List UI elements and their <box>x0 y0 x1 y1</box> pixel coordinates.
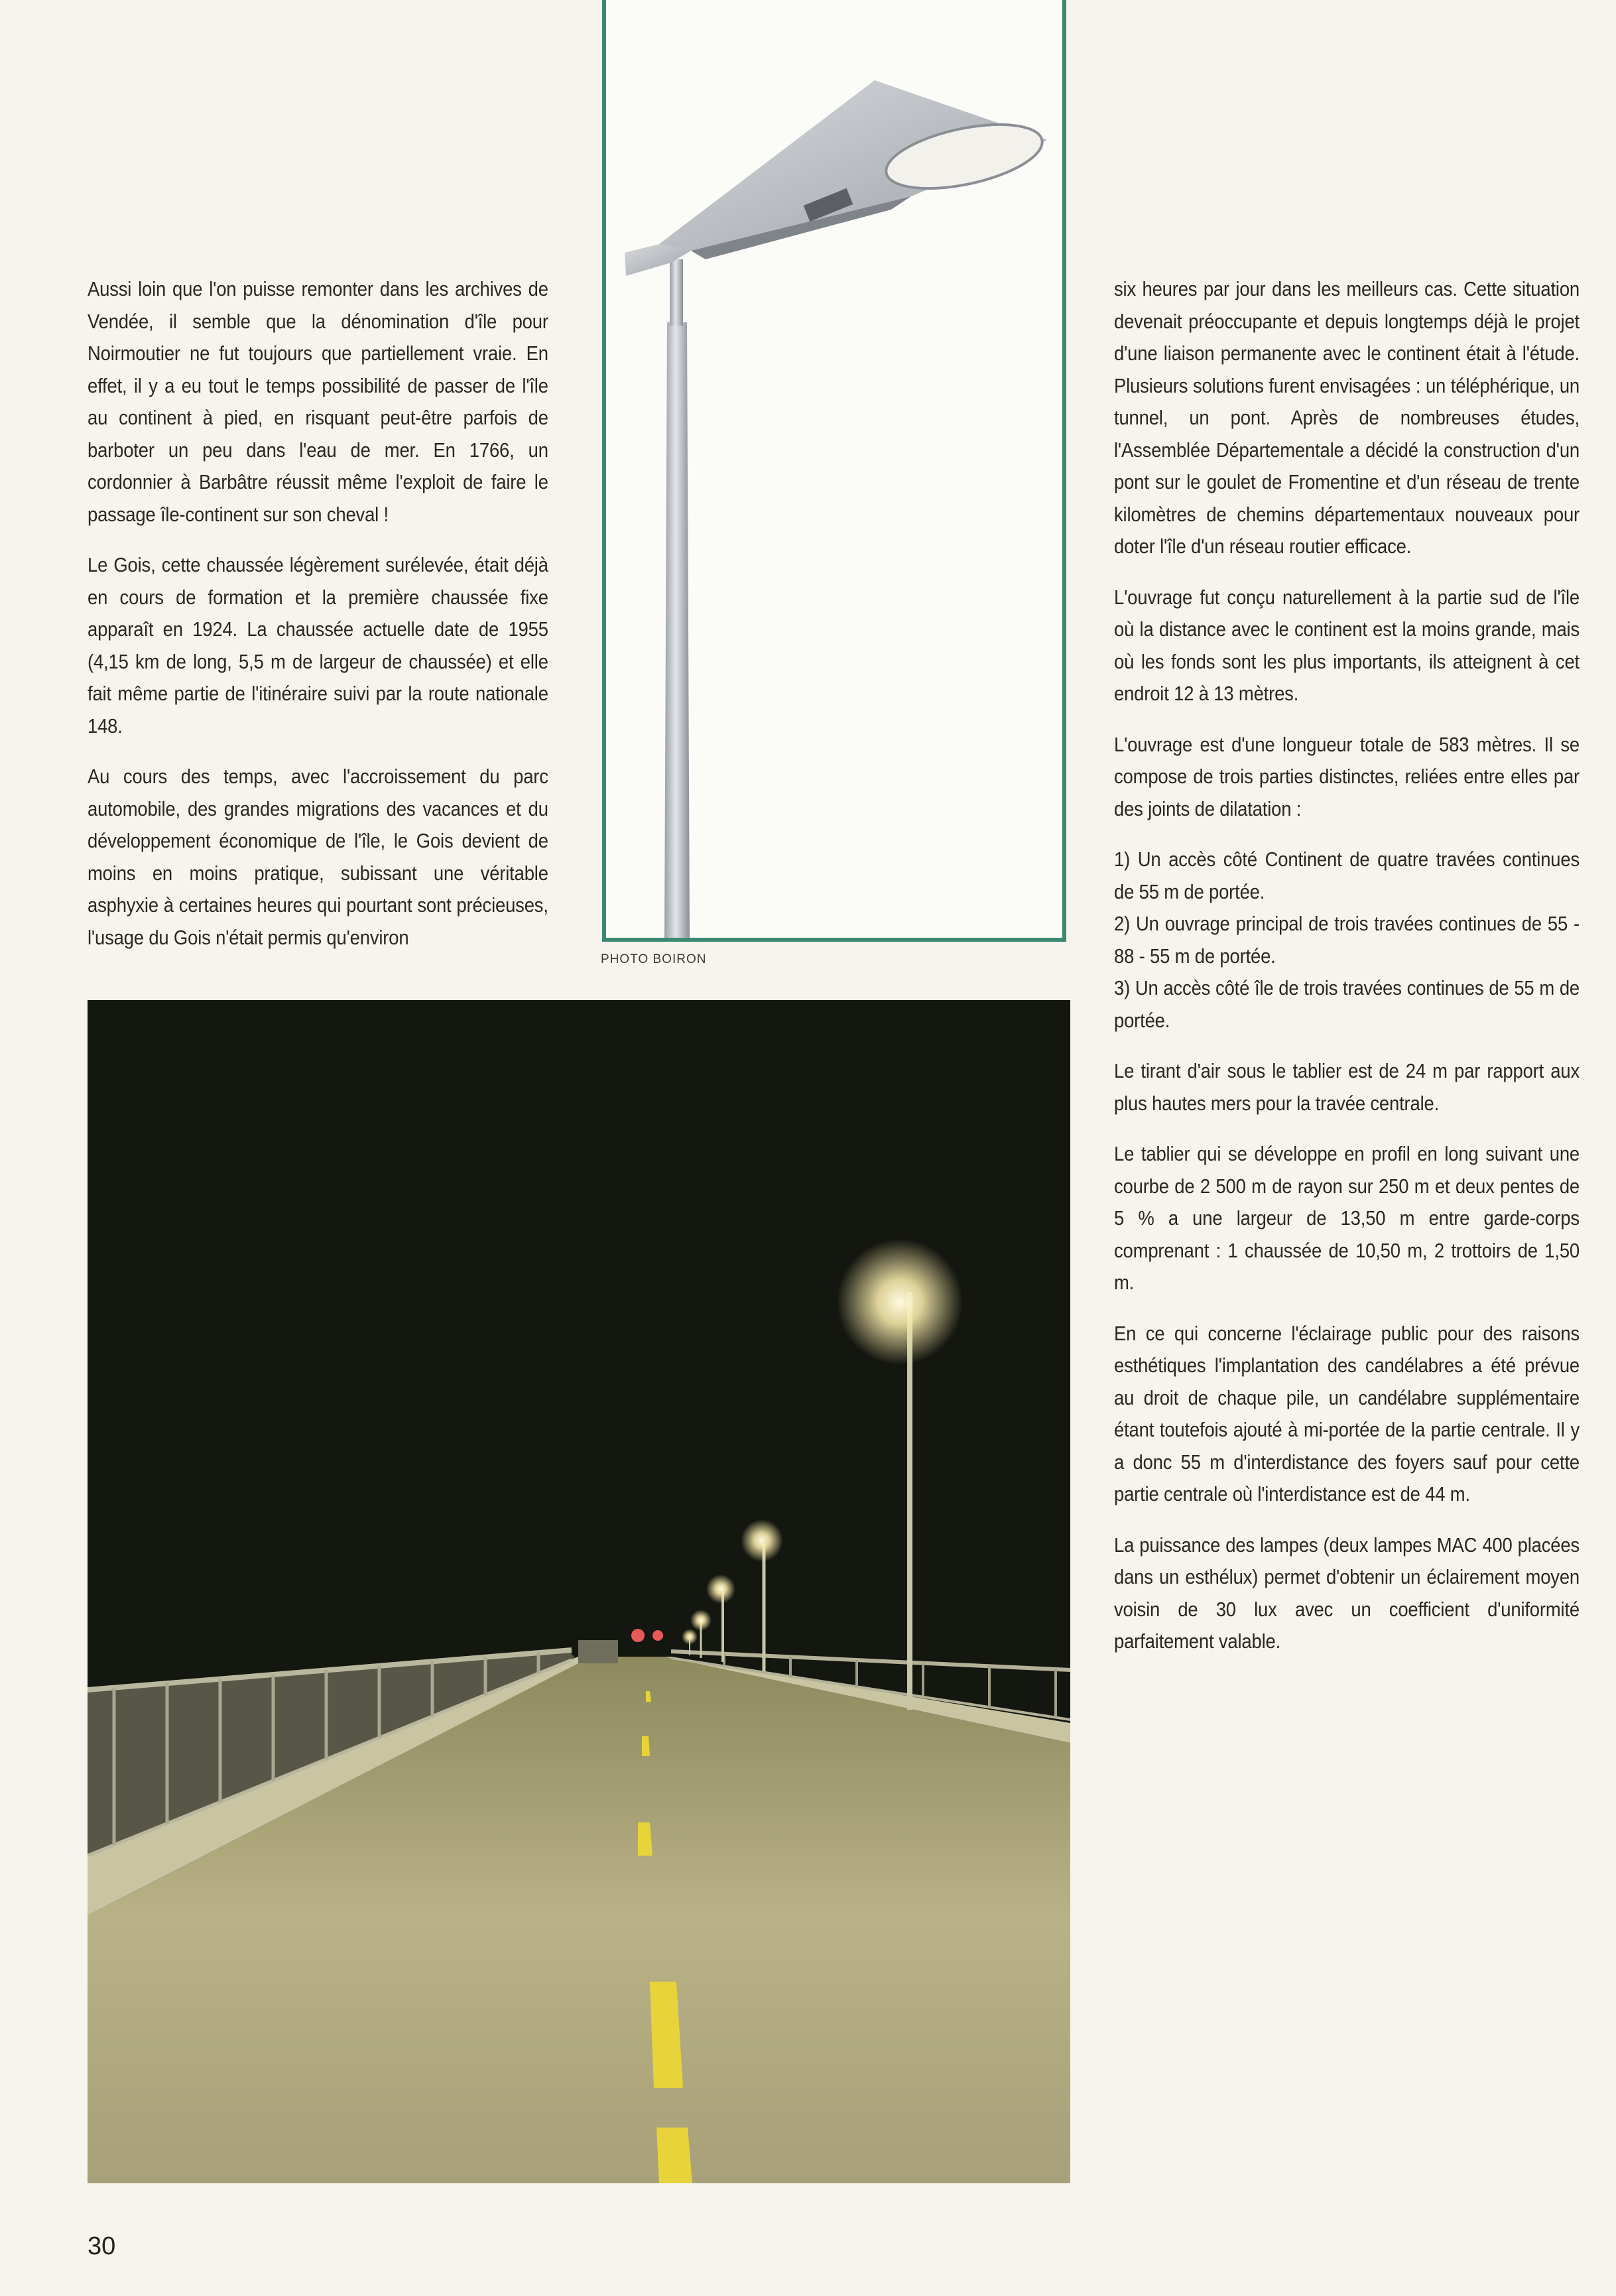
right-text-column <box>1114 273 1580 1677</box>
paragraph: En ce qui concerne l'éclairage public pour des raisons esthétiques l'implantation des candélabres a été prévue au droit de chaque pile, un candélabre supplémentaire étant toutefois ajouté à mi-portée de la partie centrale. Il y a donc 55 m d'interdistance des foyers sauf pour cette partie centrale où l'interdistance est de 44 m. <box>1114 1322 1580 1505</box>
list-item: 1) Un accès côté Continent de quatre travées continues de 55 m de portée. <box>1114 848 1580 903</box>
photo-credit: PHOTO BOIRON <box>601 952 707 966</box>
paragraph: La puissance des lampes (deux lampes MAC 400 placées dans un esthélux) permet d'obtenir un éclairement moyen voisin de 30 lux avec un coefficient d'uniformité parfaitement valable. <box>1114 1533 1580 1653</box>
street-lamp-photo <box>602 0 1066 942</box>
night-bridge-photo <box>88 1000 1070 2183</box>
paragraph: six heures par jour dans les meilleurs cas. Cette situation devenait préoccupante et depuis longtemps déjà le projet d'une liaison permanente avec le continent était à l'étude. Plusieurs solutions furent envisagées : un téléphérique, un tunnel, un pont. Après de nombreuses études, l'Assemblée Départementale a décidé la construction d'un pont sur le goulet de Fromentine et d'un réseau de trente kilomètres de chemins départementaux nouveaux pour doter l'île d'un réseau routier efficace. <box>1114 278 1580 558</box>
page-number: 30 <box>88 2232 116 2260</box>
left-text-column <box>88 273 548 972</box>
paragraph: L'ouvrage est d'une longueur totale de 583 mètres. Il se compose de trois parties distinctes, reliées entre elles par des joints de dilatation : <box>1114 733 1580 820</box>
paragraph: L'ouvrage fut conçu naturellement à la partie sud de l'île où la distance avec le continent est la moins grande, mais où les fonds sont les plus importants, ils atteignent à cet endroit 12 à 13 mètres. <box>1114 586 1580 705</box>
paragraph: Le Gois, cette chaussée légèrement surélevée, était déjà en cours de formation et la première chaussée fixe apparaît en 1924. La chaussée actuelle date de 1955 (4,15 km de long, 5,5 m de largeur de chaussée) et elle fait même partie de l'itinéraire suivi par la route nationale 148. <box>88 554 548 737</box>
bridge-night-illustration <box>88 1000 1070 2183</box>
paragraph: Au cours des temps, avec l'accroissement du parc automobile, des grandes migrations des vacances et du développement économique de l'île, le Gois devient de moins en moins pratique, subissant une véritable asphyxie à certaines heures qui pourtant sont précieuses, l'usage du Gois n'était permis qu'environ <box>88 765 548 949</box>
paragraph: Aussi loin que l'on puisse remonter dans les archives de Vendée, il semble que la dénomination d'île pour Noirmoutier ne fut toujours que partiellement vraie. En effet, il y a eu tout le temps possibilité de passer de l'île au continent à pied, en risquant peut-être parfois de barboter un peu dans l'eau de mer. En 1766, un cordonnier à Barbâtre réussit même l'exploit de faire le passage île-continent sur son cheval ! <box>88 278 548 526</box>
paragraph: Le tirant d'air sous le tablier est de 24 m par rapport aux plus hautes mers pour la travée centrale. <box>1114 1060 1580 1115</box>
list-item: 2) Un ouvrage principal de trois travées continues de 55 - 88 - 55 m de portée. <box>1114 913 1580 968</box>
list-item: 3) Un accès côté île de trois travées continues de 55 m de portée. <box>1114 977 1580 1032</box>
street-lamp-illustration <box>606 0 1062 938</box>
paragraph: Le tablier qui se développe en profil en long suivant une courbe de 2 500 m de rayon sur 250 m et deux pentes de 5 % a une largeur de 13,50 m entre garde-corps comprenant : 1 chaussée de 10,50 m, 2 trottoirs de 1,50 m. <box>1114 1143 1580 1294</box>
